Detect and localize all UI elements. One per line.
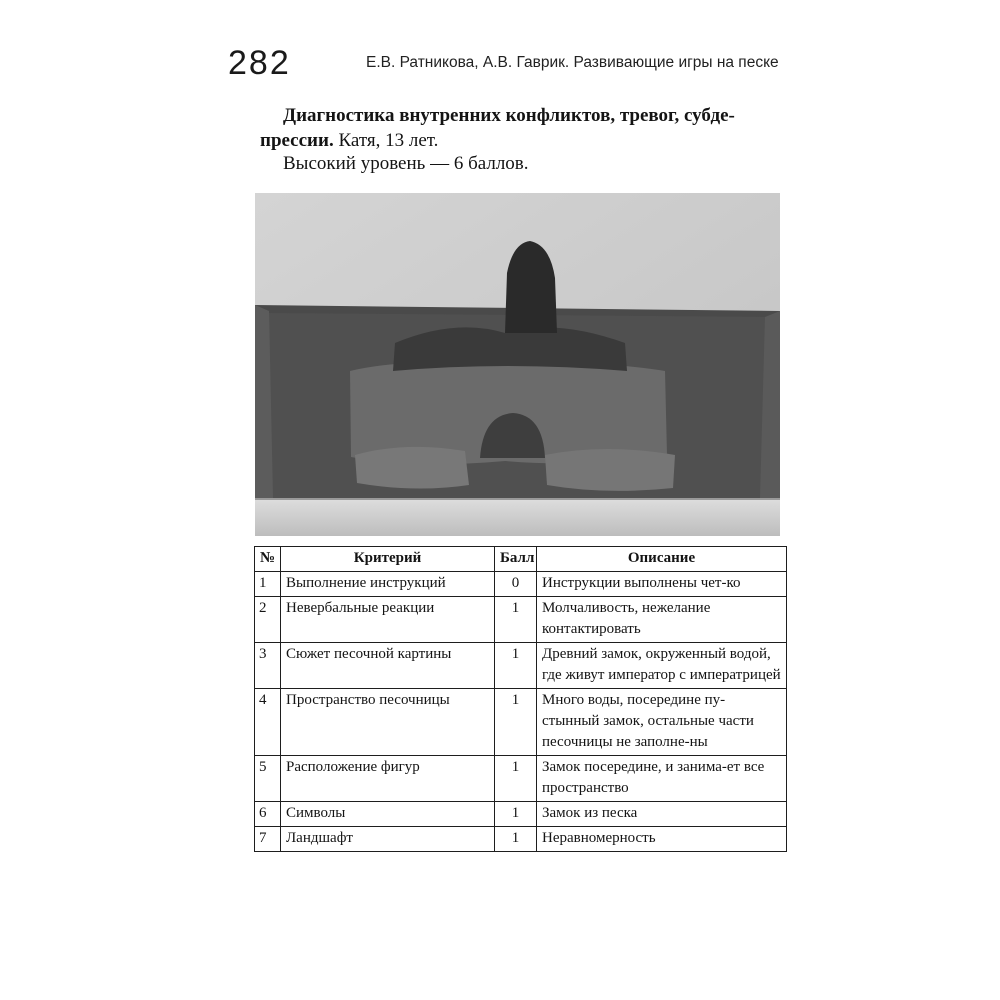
table-row	[255, 643, 787, 689]
row-number: 5	[255, 756, 281, 802]
row-number: 4	[255, 689, 281, 756]
header-number: №	[255, 547, 281, 572]
row-criterion: Символы	[281, 802, 495, 827]
row-criterion: Сюжет песочной картины	[281, 643, 495, 689]
row-description: Инструкции выполнены чет-ко	[537, 572, 787, 597]
row-criterion: Пространство песочницы	[281, 689, 495, 756]
sandbox-photo	[255, 193, 780, 536]
row-criterion: Расположение фигур	[281, 756, 495, 802]
row-criterion: Невербальные реакции	[281, 597, 495, 643]
header-criterion: Критерий	[281, 547, 495, 572]
table-row	[255, 597, 787, 643]
row-criterion: Ландшафт	[281, 827, 495, 852]
row-score: 1	[495, 597, 537, 643]
case-heading	[260, 103, 800, 153]
case-title: Диагностика внутренних конфликтов, тревог, субде-прессии.	[260, 105, 735, 151]
row-description: Неравномерность	[537, 827, 787, 852]
row-description: Много воды, посередине пу-стынный замок, остальные части песочницы не заполне-ны	[537, 689, 787, 756]
row-description: Замок посередине, и занима-ет все пространство	[537, 756, 787, 802]
row-number: 2	[255, 597, 281, 643]
page-number: 282	[228, 44, 291, 82]
criteria-table	[254, 546, 787, 852]
row-score: 0	[495, 572, 537, 597]
row-criterion: Выполнение инструкций	[281, 572, 495, 597]
running-header: Е.В. Ратникова, А.В. Гаврик. Развивающие игры на песке	[366, 54, 779, 71]
table-row	[255, 756, 787, 802]
row-number: 1	[255, 572, 281, 597]
row-score: 1	[495, 827, 537, 852]
row-description: Древний замок, окруженный водой, где живут император с императрицей	[537, 643, 787, 689]
row-score: 1	[495, 689, 537, 756]
table-row	[255, 572, 787, 597]
row-score: 1	[495, 756, 537, 802]
header-description: Описание	[537, 547, 787, 572]
row-number: 6	[255, 802, 281, 827]
row-number: 7	[255, 827, 281, 852]
case-subject: Катя, 13 лет.	[338, 130, 439, 151]
table-row	[255, 827, 787, 852]
row-score: 1	[495, 802, 537, 827]
table-header-row	[255, 547, 787, 572]
row-score: 1	[495, 643, 537, 689]
case-level: Высокий уровень — 6 баллов.	[283, 153, 529, 174]
table-row	[255, 802, 787, 827]
table-row	[255, 689, 787, 756]
header-score: Балл	[495, 547, 537, 572]
row-number: 3	[255, 643, 281, 689]
row-description: Замок из песка	[537, 802, 787, 827]
row-description: Молчаливость, нежелание контактировать	[537, 597, 787, 643]
